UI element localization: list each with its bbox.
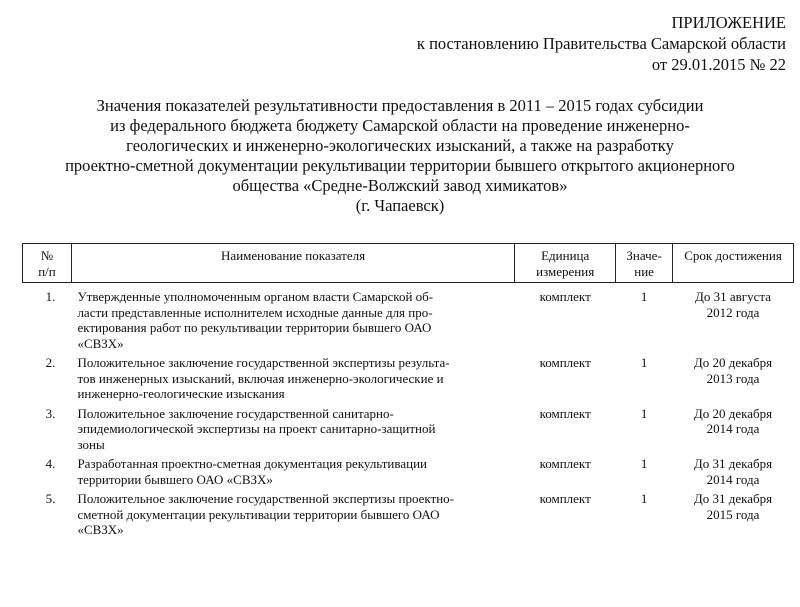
row-num: 5. bbox=[45, 491, 56, 506]
title-line: (г. Чапаевск) bbox=[355, 196, 445, 215]
row-num: 1. bbox=[45, 289, 56, 304]
appendix-header bbox=[286, 12, 786, 75]
row-num: 3. bbox=[45, 405, 56, 421]
row-value: 1 bbox=[640, 405, 648, 421]
row-name: Положительное заключение государственной экспертизы результа- тов инженерных изысканий, включая инженерно-экологические и инженерно-геологические изыскания bbox=[77, 355, 450, 401]
resolution-date: от 29.01.2015 № 22 bbox=[651, 55, 786, 74]
header-value: Значе- ние bbox=[616, 244, 673, 283]
row-unit: комплект bbox=[539, 405, 591, 421]
table-row bbox=[23, 355, 794, 406]
title-line: геологических и инженерно-экологических изысканий, а также на разработку bbox=[126, 136, 674, 155]
row-name: Разработанная проектно-сметная документация рекультивации территории бывшего ОАО «СВЗХ» bbox=[77, 456, 427, 487]
header-deadline: Срок достижения bbox=[673, 244, 794, 283]
title-line: общества «Средне-Волжский завод химикатов» bbox=[232, 176, 568, 195]
title-line: Значения показателей результативности предоставления в 2011 – 2015 годах субсидии bbox=[96, 96, 704, 115]
row-value: 1 bbox=[640, 491, 648, 506]
row-unit: комплект bbox=[539, 491, 591, 506]
row-value: 1 bbox=[640, 456, 648, 471]
row-unit: комплект bbox=[539, 456, 591, 471]
row-value: 1 bbox=[640, 289, 648, 304]
row-unit: комплект bbox=[539, 289, 591, 304]
row-deadline: До 20 декабря 2014 года bbox=[693, 405, 773, 436]
table-header-row bbox=[23, 244, 794, 283]
row-name: Положительное заключение государственной экспертизы проектно- сметной документации рекультивации территории бывшего ОАО «СВЗХ» bbox=[77, 491, 454, 537]
header-name: Наименование показателя bbox=[71, 244, 514, 283]
table-row bbox=[23, 456, 794, 491]
row-deadline: До 31 декабря 2014 года bbox=[693, 456, 773, 487]
title-line: из федерального бюджета бюджету Самарской области на проведение инженерно- bbox=[110, 116, 690, 135]
table-row bbox=[23, 283, 794, 356]
row-deadline: До 31 декабря 2015 года bbox=[693, 491, 773, 522]
header-num: № п/п bbox=[23, 244, 72, 283]
row-value: 1 bbox=[640, 355, 648, 370]
table-row bbox=[23, 406, 794, 457]
row-deadline: До 20 декабря 2013 года bbox=[693, 355, 773, 386]
appendix-label: ПРИЛОЖЕНИЕ bbox=[671, 13, 786, 32]
row-name: Положительное заключение государственной санитарно- эпидемиологической экспертизы на проект санитарно-защитной зоны bbox=[77, 405, 436, 452]
title-line: проектно-сметной документации рекультивации территории бывшего открытого акционерного bbox=[65, 156, 735, 175]
resolution-reference: к постановлению Правительства Самарской области bbox=[416, 34, 786, 53]
row-name: Утвержденные уполномоченным органом власти Самарской об- ласти представленные исполнителем исходные данные для про- ектирования работ по рекультивации территории бывшего ОАО «СВЗХ» bbox=[77, 289, 434, 351]
row-num: 2. bbox=[45, 355, 56, 370]
document-title bbox=[10, 96, 790, 216]
row-deadline: До 31 августа 2012 года bbox=[695, 289, 772, 320]
table-row bbox=[23, 491, 794, 542]
header-unit: Единица измерения bbox=[515, 244, 616, 283]
row-num: 4. bbox=[45, 456, 56, 471]
row-unit: комплект bbox=[539, 355, 591, 370]
indicators-table bbox=[22, 243, 794, 542]
